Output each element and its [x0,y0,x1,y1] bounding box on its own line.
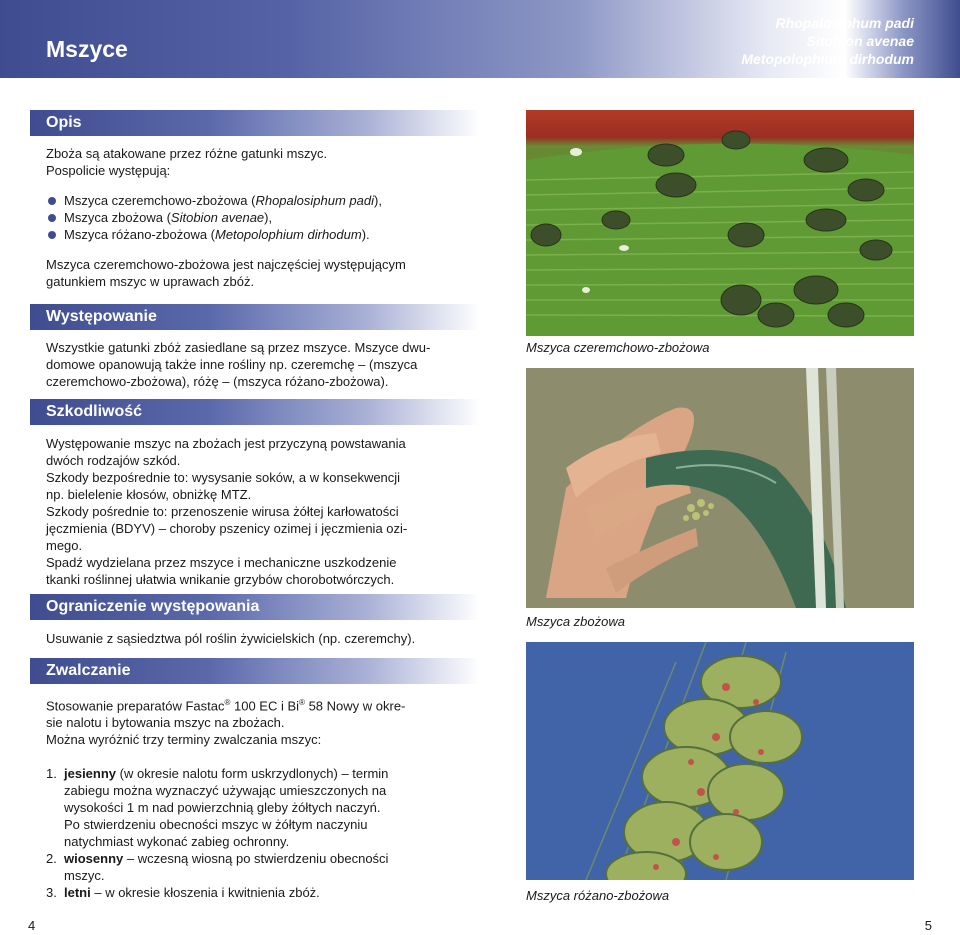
term-name: jesienny [64,766,117,782]
list-item: 1. jesienny (w okresie nalotu form uskrzydlonych) – termin zabiegu można wyznaczyć używając umieszczonych na wysokości 1 m nad powierzchnią gleby żółtych naczyń. Po stwierdzeniu obecności mszyc w żółtym naczyniu natychmiast wykonać zabieg ochronny. [46,766,389,850]
photo-aphids-on-leaf [526,110,914,336]
text-line: Występowanie mszyc na zbożach jest przyczyną powstawania [46,436,406,451]
photo-hand-holding-leaf [526,368,914,608]
section-heading-szkodliwosc [30,399,480,425]
page-header [0,0,960,78]
list-number: 3. [46,885,57,901]
paragraph: Usuwanie z sąsiedztwa pól roślin żywicielskich (np. czeremchy). [46,631,416,646]
text-line: domowe opanowują także inne rośliny np. czeremchę – (mszyca [46,357,418,372]
section-heading-label: Zwalczanie [46,662,131,679]
section-heading-label: Występowanie [46,308,157,325]
list-item: Mszyca zbożowa (Sitobion avenae), [46,209,446,226]
text-line: np. bielelenie kłosów, obniżkę MTZ. [46,487,252,502]
section-heading-label: Szkodliwość [46,403,143,420]
section-szkodliwosc-body [46,435,446,588]
paragraph: Można wyróżnić trzy terminy zwalczania mszyc: [46,732,322,748]
species-name: Sitobion avenae [806,33,914,49]
section-heading-zwalczanie [30,658,480,684]
section-heading-wystepowanie [30,304,480,330]
list-number: 2. [46,851,57,867]
species-list [741,14,914,68]
text-line: czeremchowo-zbożowa), różę – (mszyca różano-zbożowa). [46,374,389,389]
latin-name: Metopolophium dirhodum [215,227,362,242]
section-ograniczenie-body [46,630,446,647]
list-item: 2. wiosenny – wczesną wiosną po stwierdzeniu obecności mszyc. [46,851,389,884]
species-name: Rhopalosiphum padi [775,15,914,31]
section-wystepowanie-body [46,339,446,390]
page-number-right: 5 [924,918,932,933]
text-line: Spadź wydzielana przez mszyce i mechaniczne uszkodzenie [46,555,397,570]
text-line: Szkody bezpośrednie to: wysysanie soków, a w konsekwencji [46,470,401,485]
paragraph: sie nalotu i bytowania mszyc na zbożach. [46,715,285,731]
paragraph: Stosowanie preparatów Fastac® 100 EC i Bi® 58 Nowy w okre- [46,698,406,714]
text-line: jęczmienia (BDYV) – choroby pszenicy ozimej i jęczmienia ozi- [46,521,408,536]
section-heading-label: Opis [46,114,82,131]
text-line: Wszystkie gatunki zbóż zasiedlane są przez mszyce. Mszyce dwu- [46,340,431,355]
list-item: Mszyca czeremchowo-zbożowa (Rhopalosiphum padi), [46,192,446,209]
section-heading-opis [30,110,480,136]
list-item: 3. letni – w okresie kłoszenia i kwitnienia zbóż. [46,885,320,901]
term-name: wiosenny [64,851,124,867]
latin-name: Sitobion avenae [170,210,265,225]
text-line: mego. [46,538,83,553]
paragraph: gatunkiem mszyc w uprawach zbóż. [46,274,255,289]
page-title: Mszyce [46,36,128,62]
list-item: Mszyca różano-zbożowa (Metopolophium dirhodum). [46,226,446,243]
text-line: dwóch rodzajów szkód. [46,453,181,468]
species-bullet-list [46,192,446,243]
text-line: Szkody pośrednie to: przenoszenie wirusa żółtej karłowatości [46,504,399,519]
term-name: letni [64,885,91,901]
registered-mark: ® [224,698,231,707]
registered-mark: ® [299,698,305,707]
section-heading-ograniczenie [30,594,480,620]
photo-caption: Mszyca zbożowa [526,614,625,629]
species-name: Metopolophium dirhodum [741,51,914,67]
paragraph: Zboża są atakowane przez różne gatunki mszyc. [46,146,328,161]
photo-caption: Mszyca czeremchowo-zbożowa [526,340,710,355]
list-number: 1. [46,766,57,782]
section-zwalczanie-body [46,694,446,901]
photo-wheat-ear [526,642,914,880]
page-number-left: 4 [28,918,36,933]
latin-name: Rhopalosiphum padi [255,193,374,208]
photo-caption: Mszyca różano-zbożowa [526,888,670,903]
section-heading-label: Ograniczenie występowania [46,598,260,615]
paragraph: Mszyca czeremchowo-zbożowa jest najczęściej występującym [46,257,406,272]
text-line: tkanki roślinnej ułatwia wnikanie grzybów chorobotwórczych. [46,572,395,587]
section-opis-body [46,145,446,290]
control-terms-list [46,765,446,901]
paragraph: Pospolicie występują: [46,163,171,178]
